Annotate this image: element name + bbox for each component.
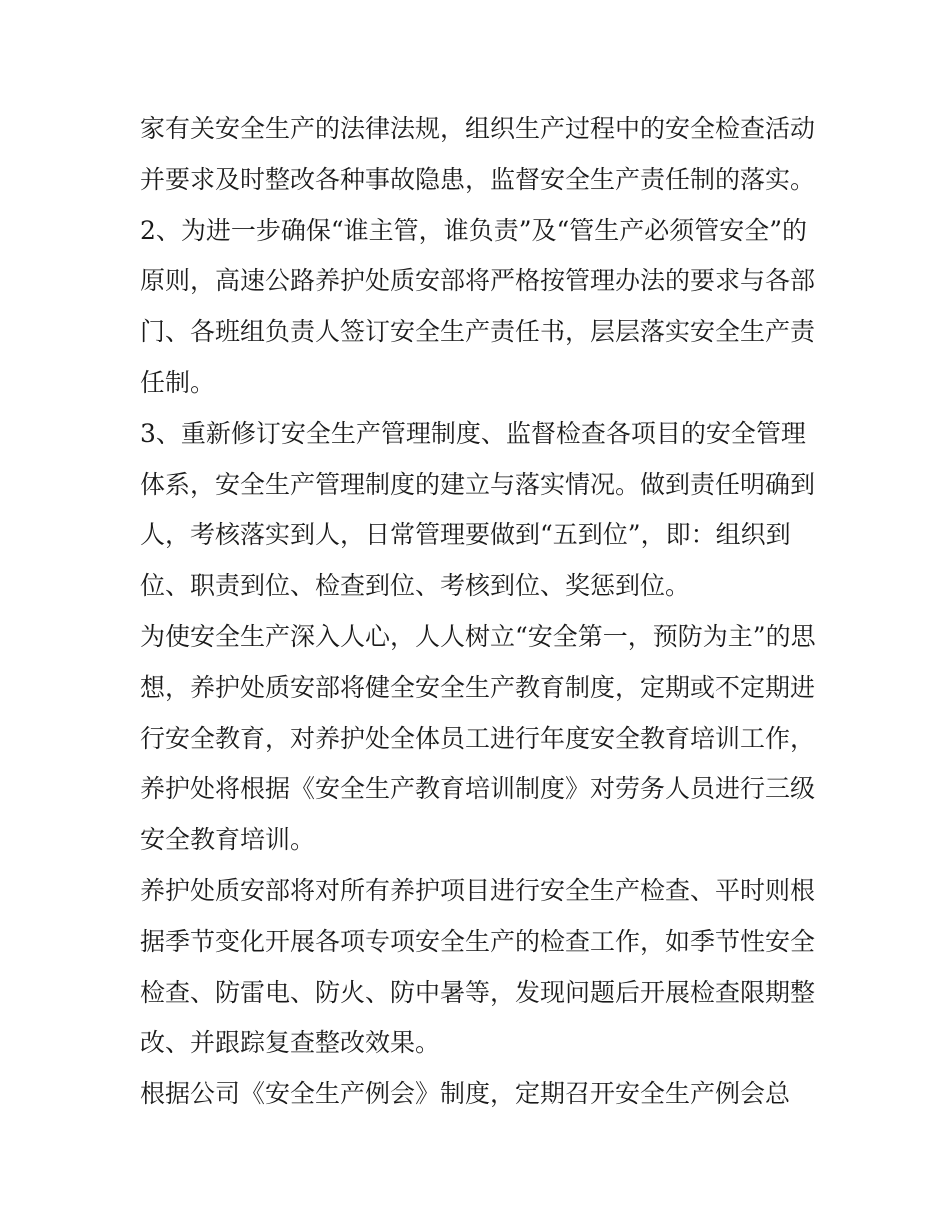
text-line: 据季节变化开展各项专项安全生产的检查工作，如季节性安全 — [140, 926, 816, 956]
text-line: 想，养护处质安部将健全安全生产教育制度，定期或不定期进 — [140, 672, 816, 702]
paragraph-1 — [140, 104, 820, 206]
text-line: 2、为进一步确保“谁主管，谁负责”及“管生产必须管安全”的 — [140, 215, 808, 245]
text-line: 行安全教育，对养护处全体员工进行年度安全教育培训工作， — [140, 723, 816, 753]
document-body — [140, 104, 820, 1120]
text-line: 3、重新修订安全生产管理制度、监督检查各项目的安全管理 — [140, 418, 806, 448]
paragraph-5 — [140, 866, 820, 1069]
text-line: 并要求及时整改各种事故隐患，监督安全生产责任制的落实。 — [140, 164, 816, 194]
text-line: 养护处质安部将对所有养护项目进行安全生产检查、平时则根 — [140, 875, 816, 905]
text-line: 人，考核落实到人，日常管理要做到“五到位”，即：组织到 — [140, 520, 791, 550]
text-line: 门、各班组负责人签订安全生产责任书，层层落实安全生产责 — [140, 317, 816, 347]
text-line: 家有关安全生产的法律法规，组织生产过程中的安全检查活动 — [140, 114, 816, 143]
text-line: 任制。 — [140, 367, 216, 397]
text-line: 安全教育培训。 — [140, 825, 316, 855]
paragraph-4 — [140, 612, 820, 866]
text-line: 为使安全生产深入人心，人人树立“安全第一，预防为主”的思 — [140, 621, 816, 651]
text-line: 改、并跟踪复查整改效果。 — [140, 1028, 441, 1058]
text-line: 根据公司《安全生产例会》制度，定期召开安全生产例会总 — [140, 1079, 791, 1109]
paragraph-2 — [140, 206, 820, 409]
text-line: 体系，安全生产管理制度的建立与落实情况。做到责任明确到 — [140, 469, 816, 499]
paragraph-6 — [140, 1069, 820, 1120]
paragraph-3 — [140, 409, 820, 612]
text-line: 位、职责到位、检查到位、考核到位、奖惩到位。 — [140, 571, 691, 601]
text-line: 养护处将根据《安全生产教育培训制度》对劳务人员进行三级 — [140, 774, 816, 804]
text-line: 检查、防雷电、防火、防中暑等，发现问题后开展检查限期整 — [140, 977, 816, 1007]
text-line: 原则，高速公路养护处质安部将严格按管理办法的要求与各部 — [140, 266, 816, 296]
